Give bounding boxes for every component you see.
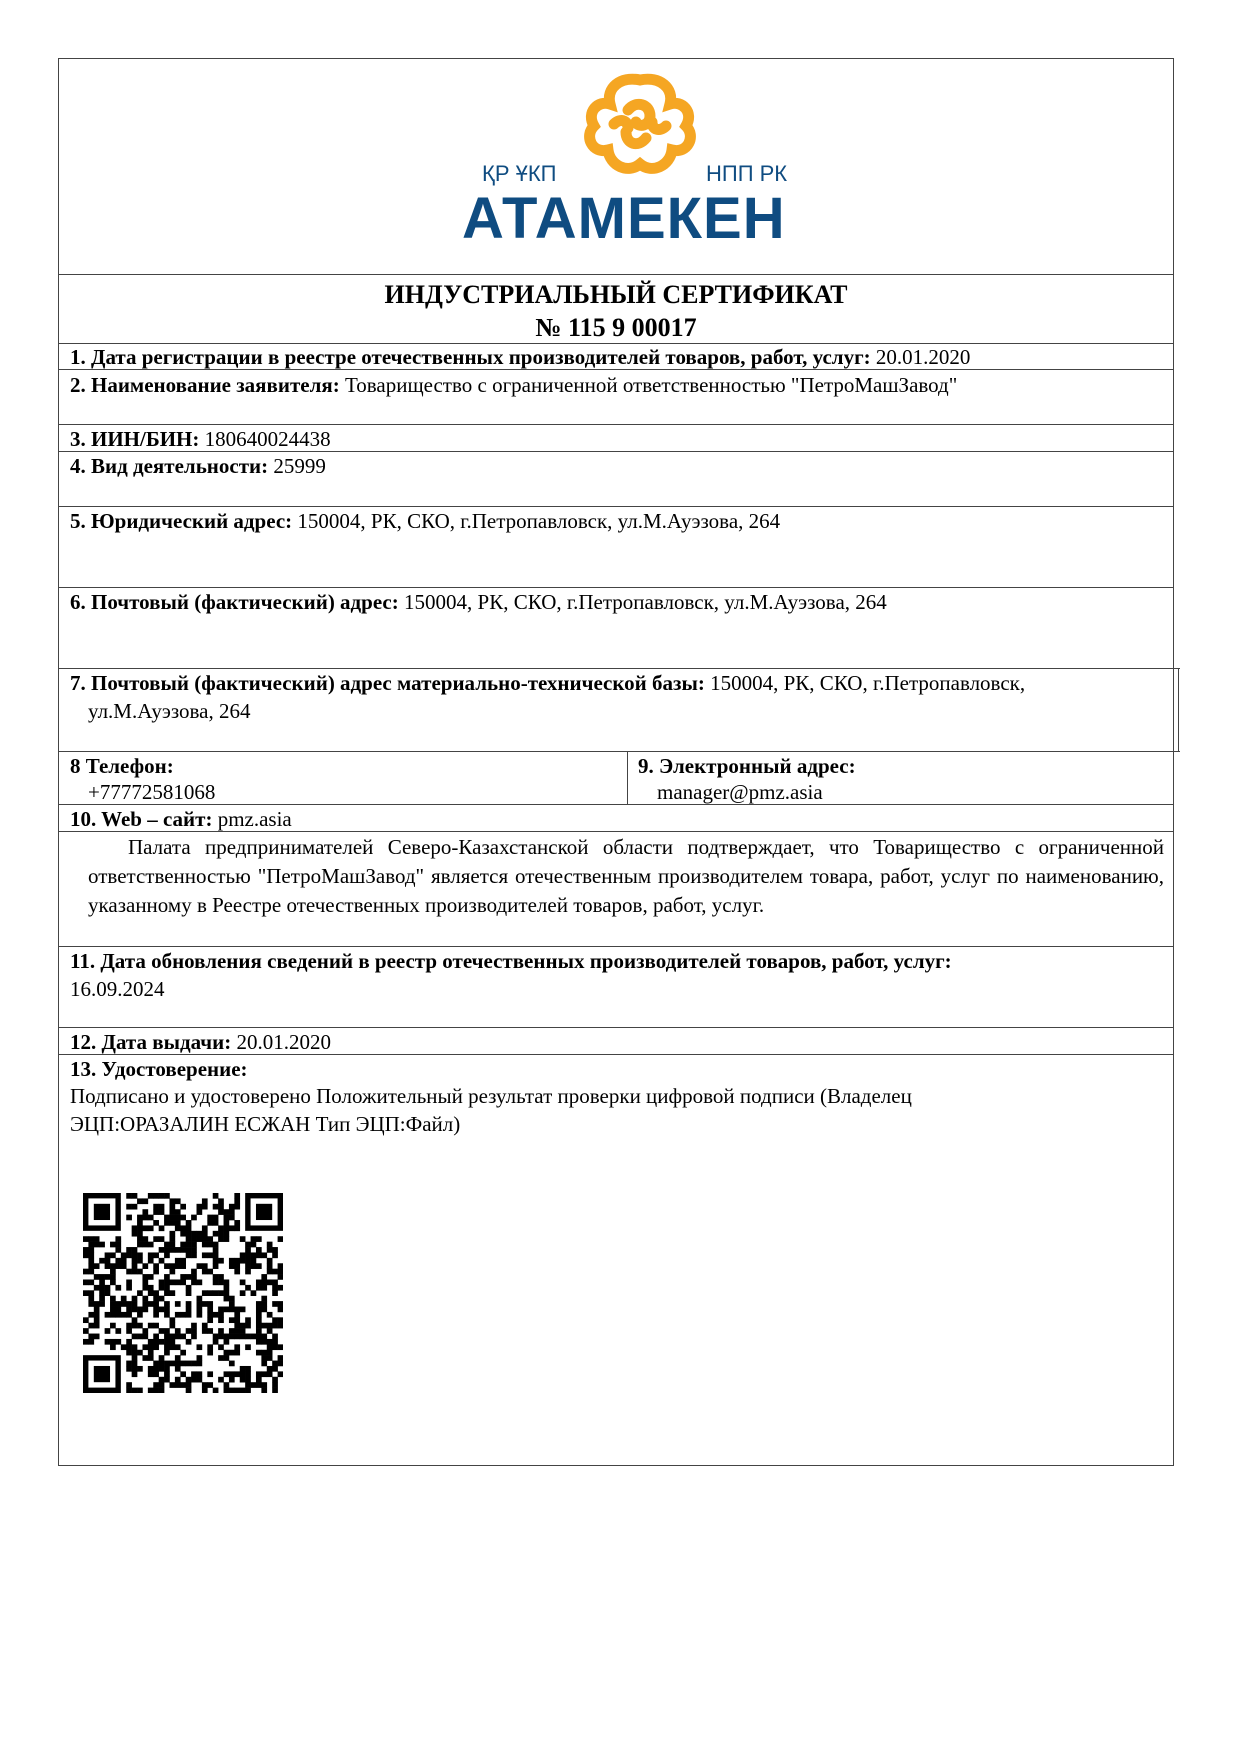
field-certification-line1: Подписано и удостоверено Положительный результат проверки цифровой подписи (Владелец [70, 1084, 912, 1108]
field-certification-label: 13. Удостоверение: [70, 1057, 248, 1081]
phone-email-separator [627, 751, 628, 804]
certificate-number: № 115 9 00017 [535, 313, 697, 342]
field-activity-type [70, 452, 326, 480]
field-email-value: manager@pmz.asia [657, 780, 823, 804]
field-email-label: 9. Электронный адрес: [638, 754, 856, 778]
field-base-address-line2: ул.М.Ауэзова, 264 [88, 699, 251, 723]
field-website [70, 805, 292, 833]
field-label: 7. Почтовый (фактический) адрес материально-технической базы: [70, 671, 705, 695]
logo-wordmark: АТАМЕКЕН [462, 186, 786, 251]
field-applicant-name [70, 371, 957, 399]
logo-left-text: ҚР ҰКП [482, 161, 557, 186]
field-phone-value: +77772581068 [88, 780, 216, 804]
field-issue-date [70, 1028, 331, 1056]
field-label: 3. ИИН/БИН: [70, 427, 200, 451]
field-legal-address [70, 507, 780, 535]
row-divider-8 [58, 751, 1180, 752]
confirmation-statement: Палата предпринимателей Северо-Казахстанской области подтверждает, что Товарищество с ограниченной ответственностью "ПетроМашЗавод" является отечественным производителем товара, работ, услуг по наименованию, указанному в Реестре отечественных производителей товаров, работ, услуг. [88, 835, 1164, 917]
field-label: 10. Web – сайт: [70, 807, 213, 831]
field-value: 150004, РК, СКО, г.Петропавловск, [710, 671, 1026, 695]
field-value: pmz.asia [217, 807, 292, 831]
field-value: 150004, РК, СКО, г.Петропавловск, ул.М.Ауэзова, 264 [404, 590, 887, 614]
field-label: 4. Вид деятельности: [70, 454, 269, 478]
title-divider [58, 274, 1174, 275]
qr-code-icon [83, 1193, 283, 1393]
field-value: 180640024438 [204, 427, 331, 451]
field-value: 150004, РК, СКО, г.Петропавловск, ул.М.Ауэзова, 264 [297, 509, 781, 533]
field-value: Товарищество с ограниченной ответственностью "ПетроМашЗавод" [345, 373, 958, 397]
field-label: 5. Юридический адрес: [70, 509, 293, 533]
field-update-date-label: 11. Дата обновления сведений в реестр отечественных производителей товаров, работ, услуг: [70, 949, 952, 973]
field-registration-date [70, 343, 970, 371]
field-base-address [70, 669, 1025, 697]
field-label: 12. Дата выдачи: [70, 1030, 232, 1054]
field-iin-bin [70, 425, 331, 453]
field-update-date-value: 16.09.2024 [70, 977, 165, 1001]
field-phone-label: 8 Телефон: [70, 754, 174, 778]
certificate-title: ИНДУСТРИАЛЬНЫЙ СЕРТИФИКАТ [384, 280, 848, 309]
field-label: 1. Дата регистрации в реестре отечественных производителей товаров, работ, услуг: [70, 345, 871, 369]
field-value: 20.01.2020 [875, 345, 971, 369]
field-postal-address [70, 588, 887, 616]
logo-right-text: НПП РК [706, 161, 788, 186]
field-value: 25999 [273, 454, 326, 478]
field-value: 20.01.2020 [236, 1030, 331, 1054]
field-label: 2. Наименование заявителя: [70, 373, 340, 397]
field-certification-line2: ЭЦП:ОРАЗАЛИН ЕСЖАН Тип ЭЦП:Файл) [70, 1112, 461, 1136]
field-label: 6. Почтовый (фактический) адрес: [70, 590, 399, 614]
atameken-ornament-icon [580, 70, 700, 182]
row-7-right-border [1178, 668, 1179, 751]
